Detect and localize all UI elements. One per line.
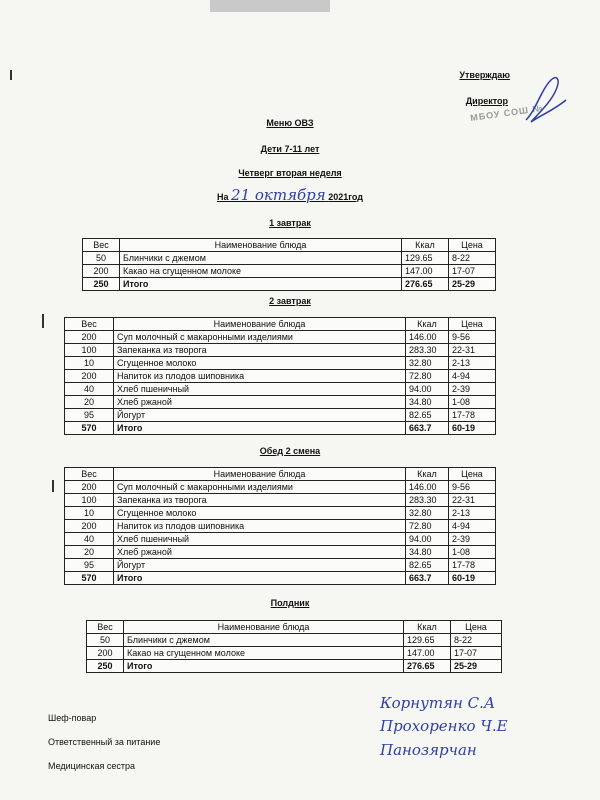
menu-table — [82, 238, 496, 291]
col-price: Цена — [451, 621, 502, 634]
weight-cell: 20 — [65, 396, 114, 409]
section-title: Обед 2 смена — [259, 446, 321, 456]
table-row — [87, 634, 502, 647]
price-cell: 22-31 — [449, 344, 496, 357]
weight-cell: 200 — [65, 520, 114, 533]
weight-cell: 100 — [65, 494, 114, 507]
kcal-cell: 32.80 — [406, 357, 449, 370]
dish-cell: Хлеб ржаной — [114, 396, 406, 409]
dish-cell: Блинчики с джемом — [120, 252, 402, 265]
price-cell: 17-07 — [449, 265, 496, 278]
price-cell: 2-39 — [449, 533, 496, 546]
weight-cell: 200 — [65, 481, 114, 494]
price-cell: 9-56 — [449, 331, 496, 344]
dish-cell: Суп молочный с макаронными изделиями — [114, 481, 406, 494]
col-kcal: Ккал — [406, 318, 449, 331]
weight-cell: 570 — [65, 572, 114, 585]
weight-cell: 10 — [65, 357, 114, 370]
dish-cell: Напиток из плодов шиповника — [114, 520, 406, 533]
scan-mark — [52, 480, 54, 492]
price-cell: 25-29 — [451, 660, 502, 673]
price-cell: 1-08 — [449, 396, 496, 409]
kcal-cell: 82.65 — [406, 409, 449, 422]
dish-cell: Итого — [114, 572, 406, 585]
price-cell: 2-13 — [449, 357, 496, 370]
table-row — [65, 383, 496, 396]
weight-cell: 200 — [65, 331, 114, 344]
dish-cell: Итого — [124, 660, 404, 673]
menu-table — [64, 317, 496, 435]
col-name: Наименование блюда — [114, 468, 406, 481]
weight-cell: 570 — [65, 422, 114, 435]
col-kcal: Ккал — [406, 468, 449, 481]
staff-signature: Прохоренко Ч.Е — [380, 717, 508, 735]
weight-cell: 20 — [65, 546, 114, 559]
price-cell: 9-56 — [449, 481, 496, 494]
dish-cell: Суп молочный с макаронными изделиями — [114, 331, 406, 344]
weight-cell: 100 — [65, 344, 114, 357]
table-row — [65, 507, 496, 520]
price-cell: 60-19 — [449, 422, 496, 435]
menu-table — [64, 467, 496, 585]
table-row — [83, 265, 496, 278]
table-row — [65, 533, 496, 546]
table-header-row — [65, 468, 496, 481]
scan-mark — [42, 314, 44, 328]
dish-cell: Какао на сгущенном молоке — [124, 647, 404, 660]
kcal-cell: 72.80 — [406, 370, 449, 383]
dish-cell: Йогурт — [114, 409, 406, 422]
table-row — [65, 559, 496, 572]
kcal-cell: 129.65 — [402, 252, 449, 265]
weight-cell: 95 — [65, 559, 114, 572]
stamp-text: МБОУ СОШ № — [469, 102, 545, 124]
kcal-cell: 276.65 — [402, 278, 449, 291]
table-row — [65, 344, 496, 357]
price-cell: 60-19 — [449, 572, 496, 585]
weight-cell: 40 — [65, 533, 114, 546]
table-row — [83, 252, 496, 265]
kcal-cell: 283.30 — [406, 344, 449, 357]
kcal-cell: 147.00 — [404, 647, 451, 660]
weight-cell: 200 — [65, 370, 114, 383]
paper-tear-mark — [210, 0, 330, 12]
table-row — [65, 520, 496, 533]
scan-mark — [10, 70, 12, 80]
total-row — [65, 422, 496, 435]
kcal-cell: 147.00 — [402, 265, 449, 278]
col-weight: Вес — [87, 621, 124, 634]
table-row — [87, 647, 502, 660]
kcal-cell: 129.65 — [404, 634, 451, 647]
weight-cell: 250 — [87, 660, 124, 673]
price-cell: 1-08 — [449, 546, 496, 559]
col-price: Цена — [449, 239, 496, 252]
col-name: Наименование блюда — [114, 318, 406, 331]
staff-signature: Корнутян С.А — [380, 694, 496, 712]
kcal-cell: 283.30 — [406, 494, 449, 507]
kcal-cell: 276.65 — [404, 660, 451, 673]
staff-role: Ответственный за питание — [48, 737, 161, 747]
kcal-cell: 146.00 — [406, 481, 449, 494]
price-cell: 17-78 — [449, 559, 496, 572]
price-cell: 4-94 — [449, 520, 496, 533]
dish-cell: Итого — [114, 422, 406, 435]
date-handwritten: 21 октября — [231, 186, 326, 204]
col-kcal: Ккал — [402, 239, 449, 252]
staff-role: Медицинская сестра — [48, 761, 135, 771]
table-row — [65, 357, 496, 370]
col-name: Наименование блюда — [120, 239, 402, 252]
kcal-cell: 663.7 — [406, 572, 449, 585]
kcal-cell: 94.00 — [406, 383, 449, 396]
kcal-cell: 146.00 — [406, 331, 449, 344]
total-row — [83, 278, 496, 291]
date-line — [0, 186, 580, 204]
dish-cell: Какао на сгущенном молоке — [120, 265, 402, 278]
kcal-cell: 34.80 — [406, 546, 449, 559]
dish-cell: Напиток из плодов шиповника — [114, 370, 406, 383]
table-row — [65, 494, 496, 507]
weight-cell: 50 — [87, 634, 124, 647]
price-cell: 8-22 — [451, 634, 502, 647]
table-row — [65, 396, 496, 409]
section-title: 1 завтрак — [269, 218, 311, 228]
table-header-row — [87, 621, 502, 634]
col-price: Цена — [449, 318, 496, 331]
day-label: Четверг вторая неделя — [238, 168, 342, 178]
date-year: 2021год — [328, 192, 363, 202]
age-group: Дети 7-11 лет — [260, 144, 320, 154]
price-cell: 2-13 — [449, 507, 496, 520]
kcal-cell: 34.80 — [406, 396, 449, 409]
dish-cell: Запеканка из творога — [114, 494, 406, 507]
dish-cell: Хлеб пшеничный — [114, 383, 406, 396]
table-row — [65, 331, 496, 344]
dish-cell: Итого — [120, 278, 402, 291]
price-cell: 22-31 — [449, 494, 496, 507]
table-header-row — [83, 239, 496, 252]
price-cell: 4-94 — [449, 370, 496, 383]
dish-cell: Сгущенное молоко — [114, 357, 406, 370]
table-header-row — [65, 318, 496, 331]
kcal-cell: 72.80 — [406, 520, 449, 533]
kcal-cell: 94.00 — [406, 533, 449, 546]
director-label: Директор — [465, 96, 508, 106]
price-cell: 25-29 — [449, 278, 496, 291]
col-price: Цена — [449, 468, 496, 481]
staff-role: Шеф-повар — [48, 713, 97, 723]
kcal-cell: 663.7 — [406, 422, 449, 435]
approve-label: Утверждаю — [459, 70, 510, 80]
col-kcal: Ккал — [404, 621, 451, 634]
menu-title: Меню ОВЗ — [266, 118, 314, 128]
col-weight: Вес — [83, 239, 120, 252]
dish-cell: Йогурт — [114, 559, 406, 572]
section-title: 2 завтрак — [269, 296, 311, 306]
weight-cell: 50 — [83, 252, 120, 265]
col-name: Наименование блюда — [124, 621, 404, 634]
weight-cell: 200 — [87, 647, 124, 660]
weight-cell: 40 — [65, 383, 114, 396]
staff-signature: Панозярчан — [380, 741, 477, 759]
weight-cell: 200 — [83, 265, 120, 278]
section-title: Полдник — [270, 598, 310, 608]
col-weight: Вес — [65, 318, 114, 331]
table-row — [65, 546, 496, 559]
table-row — [65, 481, 496, 494]
weight-cell: 250 — [83, 278, 120, 291]
price-cell: 8-22 — [449, 252, 496, 265]
dish-cell: Хлеб ржаной — [114, 546, 406, 559]
table-row — [65, 370, 496, 383]
price-cell: 2-39 — [449, 383, 496, 396]
kcal-cell: 82.65 — [406, 559, 449, 572]
col-weight: Вес — [65, 468, 114, 481]
price-cell: 17-78 — [449, 409, 496, 422]
price-cell: 17-07 — [451, 647, 502, 660]
dish-cell: Блинчики с джемом — [124, 634, 404, 647]
menu-table — [86, 620, 502, 673]
table-row — [65, 409, 496, 422]
kcal-cell: 32.80 — [406, 507, 449, 520]
total-row — [65, 572, 496, 585]
dish-cell: Хлеб пшеничный — [114, 533, 406, 546]
weight-cell: 95 — [65, 409, 114, 422]
dish-cell: Сгущенное молоко — [114, 507, 406, 520]
date-prefix: На — [217, 192, 229, 202]
weight-cell: 10 — [65, 507, 114, 520]
total-row — [87, 660, 502, 673]
dish-cell: Запеканка из творога — [114, 344, 406, 357]
